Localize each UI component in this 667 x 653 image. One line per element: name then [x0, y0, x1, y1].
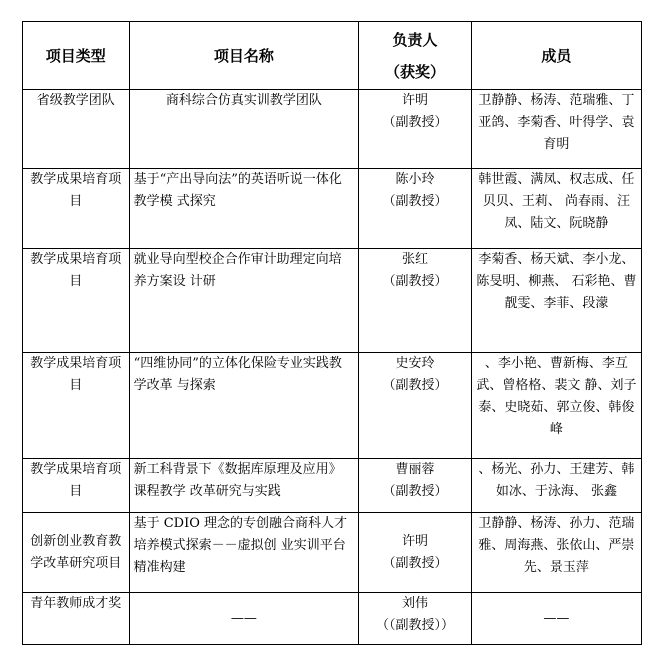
cell-leader: [359, 513, 472, 593]
table-row: [23, 513, 642, 593]
cell-type: 教学成果培育项目: [23, 169, 130, 249]
leader-name: 曹丽蓉: [395, 462, 435, 477]
leader-title: （副教授）: [382, 194, 448, 209]
header-members: 成员: [471, 22, 641, 90]
cell-members: 、李小艳、曹新梅、李互武、曾格格、裴文 静、刘子泰、史晓茹、郭立俊、韩俊峰: [471, 353, 641, 459]
cell-leader: [359, 169, 472, 249]
leader-name: 刘伟: [401, 596, 428, 611]
cell-name: 就业导向型校企合作审计助理定向培养方案设 计研: [129, 249, 359, 353]
cell-leader: [359, 249, 472, 353]
cell-type: 教学成果培育项目: [23, 459, 130, 513]
leader-name: 许明: [401, 93, 428, 108]
cell-type: 教学成果培育项目: [23, 353, 130, 459]
cell-type: 创新创业教育教学改革研究项目: [23, 513, 130, 593]
cell-members: 卫静静、杨涛、范瑞雅、丁亚鸽、李菊香、叶得学、袁育明: [471, 90, 641, 169]
leader-title: （副教授）: [382, 274, 448, 289]
header-type: 项目类型: [23, 22, 130, 90]
cell-members: 李菊香、杨天斌、李小龙、陈旻明、柳燕、 石彩艳、曹靓雯、李菲、段濛: [471, 249, 641, 353]
table-row: [23, 169, 642, 249]
leader-title: （副教授）: [382, 484, 448, 499]
cell-name: 基于 CDIO 理念的专创融合商科人才培养模式探索－－虚拟创 业实训平台精准构建: [129, 513, 359, 593]
table-row: [23, 593, 642, 645]
header-leader-line2: （获奖）: [384, 62, 445, 81]
cell-members: ——: [471, 593, 641, 645]
header-row: [23, 22, 642, 90]
leader-title: （副教授）: [382, 115, 448, 130]
table-row: [23, 353, 642, 459]
cell-name: 新工科背景下《数据库原理及应用》课程教学 改革研究与实践: [129, 459, 359, 513]
cell-leader: [359, 459, 472, 513]
leader-name: 史安玲: [395, 356, 435, 371]
cell-leader: [359, 90, 472, 169]
header-leader: [359, 22, 472, 90]
table-row: [23, 90, 642, 169]
leader-title: （副教授）: [382, 555, 448, 571]
leader-name: 许明: [401, 533, 428, 549]
project-table: [22, 21, 642, 645]
cell-name: 商科综合仿真实训教学团队: [129, 90, 359, 169]
cell-members: 韩世霞、满凤、权志成、任贝贝、王莉、 尚春雨、汪凤、陆文、阮晓静: [471, 169, 641, 249]
leader-name: 张红: [401, 252, 428, 267]
cell-name: ——: [129, 593, 359, 645]
table-row: [23, 249, 642, 353]
header-name: 项目名称: [129, 22, 359, 90]
cell-leader: [359, 353, 472, 459]
cell-type: 教学成果培育项目: [23, 249, 130, 353]
cell-type: 青年教师成才奖: [23, 593, 130, 645]
cell-members: 卫静静、杨涛、孙力、范瑞雅、周海燕、张依山、严崇先、景玉萍: [471, 513, 641, 593]
leader-name: 陈小玲: [395, 172, 435, 187]
header-leader-line1: 负责人: [392, 30, 438, 49]
table-row: [23, 459, 642, 513]
cell-members: 、杨光、孙力、王建芳、韩如冰、于泳海、 张鑫: [471, 459, 641, 513]
cell-type: 省级教学团队: [23, 90, 130, 169]
cell-name: “四维协同”的立体化保险专业实践教学改革 与探索: [129, 353, 359, 459]
cell-leader: [359, 593, 472, 645]
cell-name: 基于“产出导向法”的英语听说一体化教学模 式探究: [129, 169, 359, 249]
leader-title: （副教授）: [382, 378, 448, 393]
leader-title: （（副教授））: [375, 618, 454, 633]
